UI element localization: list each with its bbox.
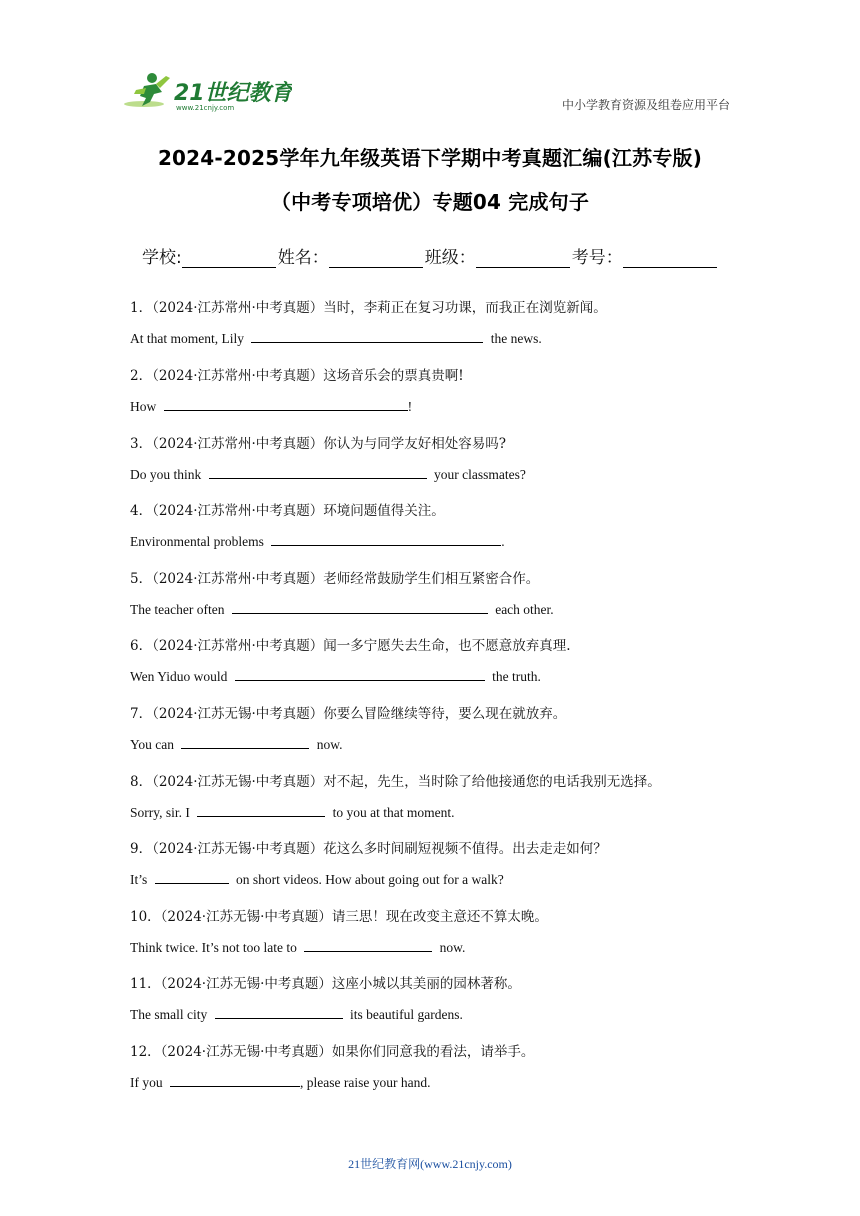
question-prompt: 7．（2024·江苏无锡·中考真题）你要么冒险继续等待，要么现在就放弃。 — [130, 706, 567, 722]
answer-blank[interactable] — [164, 398, 408, 411]
answer-line — [130, 1074, 430, 1091]
question-prompt: 3．（2024·江苏常州·中考真题）你认为与同学友好相处容易吗? — [130, 436, 507, 452]
answer-suffix: each other. — [491, 602, 554, 617]
school-label: 学校: — [142, 248, 182, 268]
answer-blank[interactable] — [170, 1074, 300, 1087]
name-label: 姓名： — [277, 248, 329, 268]
answer-line — [130, 466, 526, 483]
answer-blank[interactable] — [232, 601, 488, 614]
answer-prefix: It’s — [130, 872, 151, 887]
question-prompt: 11．（2024·江苏无锡·中考真题）这座小城以其美丽的园林著称。 — [130, 976, 521, 992]
student-info-line — [142, 243, 719, 268]
question-prompt: 5．（2024·江苏常州·中考真题）老师经常鼓励学生们相互紧密合作。 — [130, 571, 540, 587]
number-label: 考号： — [571, 248, 623, 268]
answer-prefix: Do you think — [130, 467, 205, 482]
answer-suffix: to you at that moment. — [329, 805, 455, 820]
question-prompt: 8．（2024·江苏无锡·中考真题）对不起，先生，当时除了给他接通您的电话我别无选择。 — [130, 774, 661, 790]
answer-blank[interactable] — [181, 736, 309, 749]
answer-line — [130, 601, 554, 618]
answer-line — [130, 668, 541, 685]
answer-suffix: now. — [436, 940, 466, 955]
logo-url: www.21cnjy.com — [176, 104, 235, 112]
answer-suffix: . — [501, 534, 505, 549]
answer-prefix: At that moment, Lily — [130, 331, 248, 346]
tagline: 中小学教育资源及组卷应用平台 — [561, 98, 730, 112]
answer-blank[interactable] — [155, 871, 229, 884]
answer-prefix: Wen Yiduo would — [130, 669, 231, 684]
answer-suffix: its beautiful gardens. — [346, 1007, 463, 1022]
answer-suffix: on short videos. How about going out for a walk? — [232, 872, 504, 887]
class-blank[interactable] — [476, 249, 570, 268]
answer-line — [130, 1006, 463, 1023]
answer-prefix: The small city — [130, 1007, 211, 1022]
question-prompt: 1．（2024·江苏常州·中考真题）当时，李莉正在复习功课，而我正在浏览新闻。 — [130, 300, 607, 316]
answer-prefix: If you — [130, 1075, 166, 1090]
page-subtitle: （中考专项培优）专题04 完成句子 — [270, 190, 590, 214]
page-header — [0, 0, 860, 120]
answer-blank[interactable] — [215, 1006, 343, 1019]
logo — [122, 70, 292, 114]
answer-line — [130, 330, 542, 347]
answer-blank[interactable] — [209, 466, 427, 479]
answer-prefix: The teacher often — [130, 602, 228, 617]
answer-suffix: now. — [313, 737, 343, 752]
answer-line — [130, 736, 343, 753]
question-prompt: 4．（2024·江苏常州·中考真题）环境问题值得关注。 — [130, 503, 445, 519]
class-label: 班级： — [424, 248, 476, 268]
answer-prefix: Sorry, sir. I — [130, 805, 194, 820]
answer-suffix: the news. — [487, 331, 542, 346]
number-blank[interactable] — [623, 249, 717, 268]
answer-blank[interactable] — [197, 804, 325, 817]
question-prompt: 9．（2024·江苏无锡·中考真题）花这么多时间刷短视频不值得。出去走走如何？ — [130, 841, 607, 857]
page-title: 2024-2025学年九年级英语下学期中考真题汇编(江苏专版) — [157, 146, 703, 170]
answer-line — [130, 804, 454, 821]
logo-text: 21世纪教育 — [174, 81, 292, 106]
answer-blank[interactable] — [304, 939, 432, 952]
answer-prefix: Environmental problems — [130, 534, 268, 549]
answer-blank[interactable] — [235, 668, 485, 681]
name-blank[interactable] — [329, 249, 423, 268]
answer-line — [130, 939, 465, 956]
answer-blank[interactable] — [271, 533, 501, 546]
question-prompt: 10．（2024·江苏无锡·中考真题）请三思！现在改变主意还不算太晚。 — [130, 909, 548, 925]
answer-line — [130, 533, 505, 550]
answer-suffix: ! — [407, 399, 413, 414]
answer-line — [130, 398, 412, 415]
question-prompt: 12．（2024·江苏无锡·中考真题）如果你们同意我的看法，请举手。 — [130, 1044, 535, 1060]
question-prompt: 2．（2024·江苏常州·中考真题）这场音乐会的票真贵啊! — [130, 368, 464, 384]
answer-prefix: Think twice. It’s not too late to — [130, 940, 301, 955]
question-prompt: 6．（2024·江苏常州·中考真题）闻一多宁愿失去生命，也不愿意放弃真理. — [130, 638, 571, 654]
answer-suffix: the truth. — [488, 669, 541, 684]
footer: 21世纪教育网(www.21cnjy.com) — [348, 1157, 512, 1171]
school-blank[interactable] — [182, 249, 276, 268]
answer-prefix: How — [130, 399, 160, 414]
answer-prefix: You can — [130, 737, 178, 752]
answer-line — [130, 871, 504, 888]
answer-suffix: your classmates? — [430, 467, 526, 482]
logo-runner-icon — [122, 70, 292, 114]
answer-blank[interactable] — [251, 330, 483, 343]
answer-suffix: , please raise your hand. — [300, 1075, 431, 1090]
